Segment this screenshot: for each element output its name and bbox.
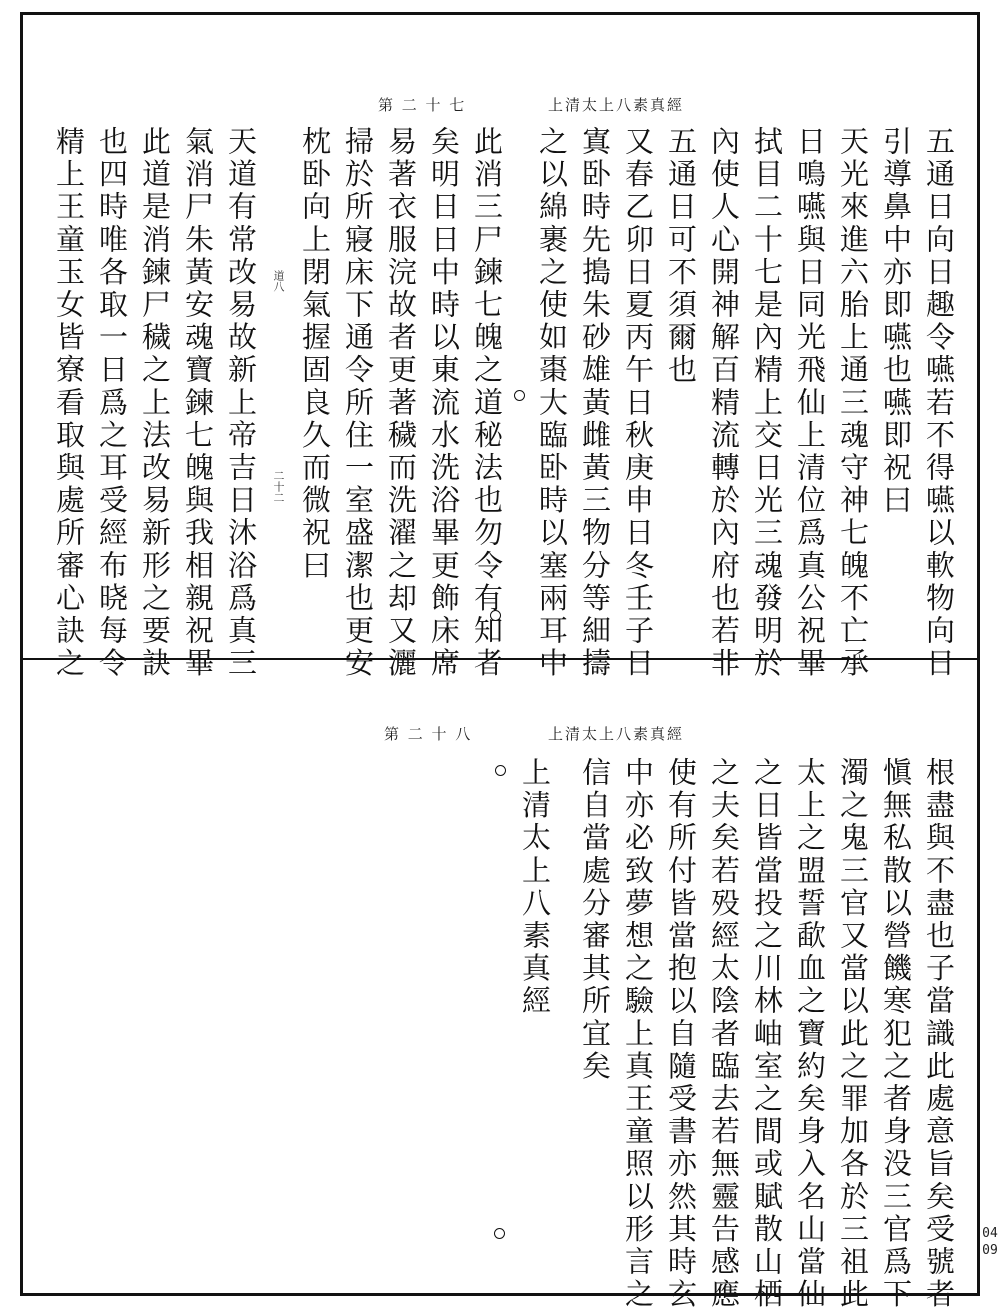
bottom-column: 信自當處分審其所宜矣 — [578, 757, 612, 1083]
top-column: 內使人心開神解百精流轉於內府也若非 — [707, 126, 741, 681]
top-column: 之以綿裹之使如棗大臨卧時以塞兩耳中 — [535, 126, 569, 681]
top-column: 枕卧向上閉氣握固良久而微祝曰 — [298, 126, 332, 583]
inline-note: 二十二 — [272, 470, 285, 503]
top-column: 五通日向日趣令嚥若不得嚥以軟物向日 — [922, 126, 956, 681]
circle-mark — [494, 1228, 505, 1239]
top-column: 也四時唯各取一日爲之耳受經布晓每令 — [95, 126, 129, 681]
bottom-column: 愼無私散以營饑寒犯之者身没三官爲下 — [879, 757, 913, 1311]
bottom-column: 之夫矣若殁經太陰者臨去若無靈告感應 — [707, 757, 741, 1311]
top-column: 此道是消鍊尸穢之上法改易新形之要訣 — [138, 126, 172, 681]
top-column: 掃於所寢床下通令所住一室盛潔也更安 — [341, 126, 375, 681]
bottom-column: 使有所付皆當抱以自隨受書亦然其時玄 — [664, 757, 698, 1311]
bottom-column: 之日皆當投之川林岫室之間或賦散山栖 — [750, 757, 784, 1311]
top-column: 又春乙卯日夏丙午日秋庚申日冬壬子日 — [621, 126, 655, 681]
top-column: 五通日可不須爾也 — [664, 126, 698, 387]
top-column: 天光來進六胎上通三魂守神七魄不亡承 — [836, 126, 870, 681]
top-column: 易著衣服浣故者更著穢而洗濯之却又灑 — [384, 126, 418, 681]
bottom-header-folio: 第 二 十 八 — [384, 725, 473, 743]
bottom-column: 太上之盟誓歃血之寶約矣身入名山當仙 — [793, 757, 827, 1311]
top-header-title: 上清太上八素真經 — [548, 96, 685, 114]
bottom-header-title: 上清太上八素真經 — [548, 725, 685, 743]
top-column: 氣消尸朱黃安魂寶鍊七魄與我相親祝畢 — [181, 126, 215, 681]
bottom-column: 中亦必致夢想之驗上真王童照以形言之 — [621, 757, 655, 1311]
top-header-folio: 第 二 十 七 — [378, 96, 467, 114]
bottom-column: 上清太上八素真經 — [518, 757, 552, 1018]
circle-mark — [490, 610, 501, 621]
top-column: 拭目二十七是內精上交日光三魂發明於 — [750, 126, 784, 681]
top-column: 引導鼻中亦即嚥也嚥即祝曰 — [879, 126, 913, 518]
bottom-column: 根盡與不盡也子當識此處意旨矣受號者 — [922, 757, 956, 1311]
circle-mark — [495, 765, 506, 776]
top-column: 此消三尸鍊七魄之道秘法也勿令有知者 — [470, 126, 504, 681]
top-column: 日鳴嚥與日同光飛仙上清位爲真公祝畢 — [793, 126, 827, 681]
page-number: 0409 — [982, 1226, 998, 1258]
circle-mark — [514, 390, 525, 401]
bottom-column: 濁之鬼三官又當以此之罪加各於三祖此 — [836, 757, 870, 1311]
top-column: 天道有常改易故新上帝吉日沐浴爲真三 — [224, 126, 258, 681]
top-column: 精上王童玉女皆寮看取與處所審心訣之 — [52, 126, 86, 681]
top-column: 矣明日日中時以東流水洗浴畢更飾床席 — [427, 126, 461, 681]
top-column: 寘卧時先搗朱砂雄黃雌黃三物分等細擣 — [578, 126, 612, 681]
margin-note: 道八 — [272, 270, 285, 292]
